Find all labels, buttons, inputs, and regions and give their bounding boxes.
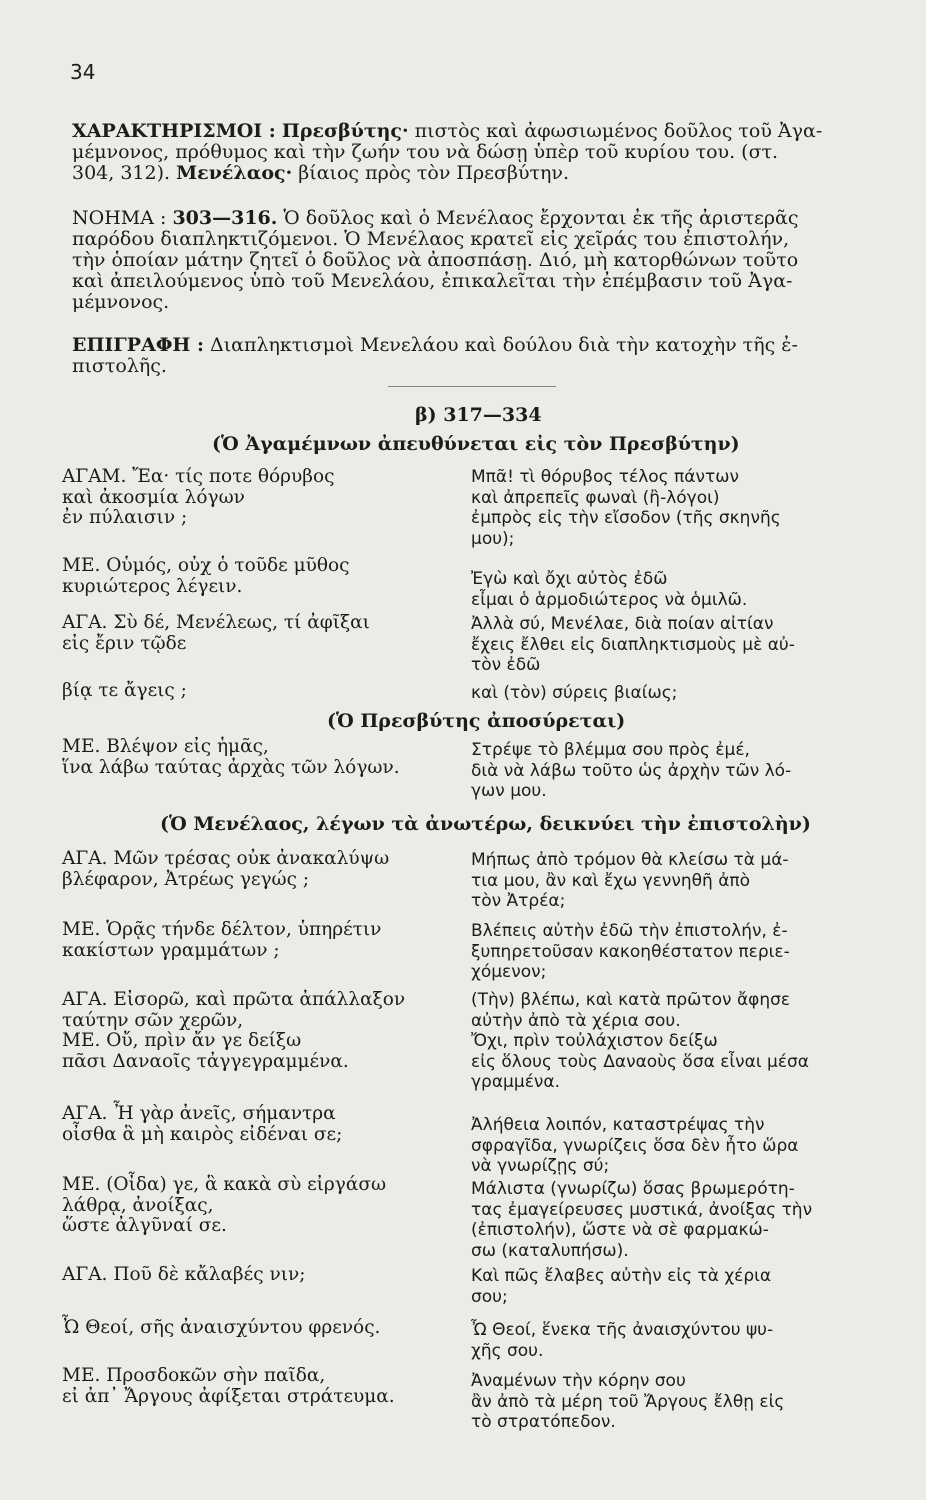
translation-line: καὶ ἀπρεπεῖς φωναὶ (ἢ-λόγοι) (471, 487, 720, 508)
verse-line: κυριώτερος λέγειν. (62, 575, 243, 597)
meaning-line: τὴν ὁποίαν μάτην ζητεῖ ὁ δοῦλος νὰ ἀποσπάσῃ. Διό, μὴ κατορθώνων τοῦτο (72, 250, 799, 271)
verse-line: καὶ ἀκοσμία λόγων (62, 486, 245, 508)
verse-line: Ὦ Θεοί, σῆς ἀναισχύντου φρενός. (62, 1317, 381, 1338)
greek-verse-block (62, 737, 400, 778)
inscription-line: ΕΠΙΓΡΑΦΗ : Διαπληκτισμοὶ Μενελάου καὶ δούλου διὰ τὴν κατοχὴν τῆς ἐ- (72, 335, 798, 356)
translation-line: τὸ στρατόπεδον. (471, 1412, 616, 1432)
inscription-line: πιστολῆς. (72, 356, 167, 377)
translation-line: σφραγῖδα, γνωρίζεις ὅσα δὲν ἦτο ὥρα (471, 1135, 799, 1156)
translation-block (471, 569, 747, 610)
meaning-line: παρόδου διαπληκτιζόμενοι. Ὁ Μενέλαος κρατεῖ εἰς χεῖράς του ἐπιστολήν, (72, 229, 790, 250)
translation-line: ξυπηρετοῦσαν κακοηθέστατον περιε- (471, 941, 790, 962)
translation-line: Στρέψε τὸ βλέμμα σου πρὸς ἐμέ, (471, 740, 750, 760)
translation-line: Μάλιστα (γνωρίζω) ὅσας βρωμερότη- (471, 1179, 795, 1199)
characterization-line: 304, 312). Μενέλαος· βίαιος πρὸς τὸν Πρεσβύτην. (72, 163, 569, 184)
verse-line: ΜΕ. Οὔ, πρὶν ἄν γε δείξω (62, 1030, 302, 1051)
translation-line: χῆς σου. (471, 1340, 544, 1361)
verse-line: οἶσθα ἃ μὴ καιρὸς εἰδέναι σε; (62, 1123, 343, 1145)
translation-line: αὐτὴν ἀπὸ τὰ χέρια σου. (471, 1010, 681, 1031)
verse-line: λάθρᾳ, ἀνοίξας, (62, 1194, 214, 1216)
verse-line: εἰς ἔριν τῷδε (62, 632, 187, 654)
section-divider (388, 386, 556, 387)
characterization-line: ΧΑΡΑΚΤΗΡΙΣΜΟΙ : Πρεσβύτης· πιστὸς καὶ ἀφωσιωμένος δοῦλος τοῦ Ἀγα- (72, 121, 823, 142)
meaning-paragraph (72, 208, 914, 313)
verse-line: εἰ ἀπ᾿ Ἄργους ἀφίξεται στράτευμα. (62, 1385, 395, 1407)
translation-line: Ἀλλὰ σύ, Μενέλαε, διὰ ποίαν αἰτίαν (471, 614, 774, 634)
verse-line: ΜΕ. Ὁρᾷς τήνδε δέλτον, ὑπηρέτιν (62, 919, 382, 940)
verse-line: ΑΓΑ. Εἰσορῶ, καὶ πρῶτα ἀπάλλαξον (62, 989, 406, 1010)
translation-block (471, 683, 677, 704)
greek-verse-block (62, 613, 370, 654)
translation-block (471, 740, 791, 802)
greek-verse-block (62, 990, 405, 1072)
greek-verse-block (62, 920, 381, 961)
translation-line: Καὶ πῶς ἔλαβες αὐτὴν εἰς τὰ χέρια (471, 1266, 772, 1286)
translation-line: χόμενον; (471, 962, 547, 982)
page-number: 34 (70, 60, 96, 84)
characterization-line: μέμνονος, πρόθυμος καὶ τὴν ζωήν του νὰ δώσῃ ὑπὲρ τοῦ κυρίου του. (στ. (72, 142, 779, 163)
translation-line: γραμμένα. (471, 1072, 560, 1092)
translation-block (471, 467, 781, 549)
translation-line: Βλέπεις αὐτὴν ἐδῶ τὴν ἐπιστολήν, ἐ- (471, 921, 788, 941)
translation-line: ἐμπρὸς εἰς τὴν εἴσοδον (τῆς σκηνῆς (471, 508, 781, 528)
greek-verse-block (62, 1175, 386, 1237)
verse-line: ΜΕ. Βλέψον εἰς ἡμᾶς, (62, 736, 269, 757)
verse-line: ΜΕ. Προσδοκῶν σὴν παῖδα, (62, 1365, 326, 1386)
verse-line: ΜΕ. Οὑμός, οὐχ ὁ τοῦδε μῦθος (62, 555, 350, 576)
meaning-line: ΝΟΗΜΑ : 303—316. Ὁ δοῦλος καὶ ὁ Μενέλαος ἔρχονται ἐκ τῆς ἀριστερᾶς (72, 208, 799, 229)
meaning-line: μέμνονος. (72, 292, 170, 313)
translation-line: νὰ γνωρίζῃς σύ; (471, 1156, 610, 1176)
greek-verse-block (62, 1318, 380, 1339)
stage-direction: (Ὁ Πρεσβύτης ἀποσύρεται) (327, 710, 626, 732)
translation-line: εἶμαι ὁ ἁρμοδιώτερος νὰ ὁμιλῶ. (471, 589, 748, 610)
translation-line: καὶ (τὸν) σύρεις βιαίως; (471, 683, 678, 703)
greek-verse-block (62, 1265, 305, 1286)
translation-line: γων μου. (471, 781, 547, 801)
greek-verse-block (62, 849, 389, 890)
translation-line: (ἐπιστολήν), ὥστε νὰ σὲ φαρμακώ- (471, 1220, 769, 1240)
greek-verse-block (62, 681, 187, 702)
characterization-paragraph (72, 121, 914, 184)
translation-block (471, 1266, 771, 1307)
translation-line: τὸν ἐδῶ (471, 655, 541, 675)
inscription-paragraph (72, 335, 914, 377)
translation-line: διὰ νὰ λάβω τοῦτο ὡς ἀρχὴν τῶν λό- (471, 760, 792, 781)
translation-line: (Τὴν) βλέπω, καὶ κατὰ πρῶτον ἄφησε (471, 990, 791, 1010)
translation-line: Ἐγὼ καὶ ὄχι αὐτὸς ἐδῶ (471, 569, 668, 589)
verse-line: πᾶσι Δαναοῖς τἀγγεγραμμένα. (62, 1050, 349, 1072)
translation-line: τια μου, ἂν καὶ ἔχω γεννηθῆ ἀπὸ (471, 870, 751, 891)
translation-block (471, 1179, 812, 1261)
translation-line: ἔχεις ἔλθει εἰς διαπληκτισμοὺς μὲ αὐ- (471, 634, 795, 655)
translation-line: Μήπως ἀπὸ τρόμον θὰ κλείσω τὰ μά- (471, 850, 789, 870)
translation-line: τὸν Ἀτρέα; (471, 891, 566, 911)
stage-direction: (Ὁ Ἀγαμέμνων ἀπευθύνεται εἰς τὸν Πρεσβύτην) (212, 433, 740, 455)
translation-block (471, 1115, 798, 1177)
section-heading: β) 317—334 (415, 404, 542, 426)
verse-line: ὥστε ἀλγῦναί σε. (62, 1215, 227, 1236)
verse-line: κακίστων γραμμάτων ; (62, 939, 280, 961)
translation-line: Ὄχι, πρὶν τοὐλάχιστον δείξω (471, 1031, 718, 1051)
translation-block (471, 990, 809, 1093)
verse-line: ΑΓΑ. Σὺ δέ, Μενέλεως, τί ἀφῖξαι (62, 612, 370, 633)
greek-verse-block (62, 467, 335, 529)
translation-line: ἂν ἀπὸ τὰ μέρη τοῦ Ἄργους ἔλθῃ εἰς (471, 1391, 785, 1412)
verse-line: ΜΕ. (Οἶδα) γε, ἃ κακὰ σὺ εἰργάσω (62, 1174, 387, 1195)
stage-direction: (Ὁ Μενέλαος, λέγων τὰ ἀνωτέρω, δεικνύει τὴν ἐπιστολὴν) (160, 813, 811, 835)
verse-line: ταύτην σῶν χερῶν, (62, 1009, 244, 1031)
meaning-line: καὶ ἀπειλούμενος ὑπὸ τοῦ Μενελάου, ἐπικαλεῖται τὴν ἐπέμβασιν τοῦ Ἀγα- (72, 271, 793, 292)
translation-block (471, 614, 795, 676)
translation-line: εἰς ὅλους τοὺς Δαναοὺς ὅσα εἶναι μέσα (471, 1051, 809, 1072)
verse-line: ΑΓΑΜ. Ἔα· τίς ποτε θόρυβος (62, 466, 335, 487)
verse-line: βλέφαρον, Ἀτρέως γεγώς ; (62, 868, 310, 890)
translation-line: μου); (471, 528, 515, 549)
translation-line: τας ἐμαγείρευσες μυστικά, ἀνοίξας τὴν (471, 1199, 813, 1220)
meaning-label: ΝΟΗΜΑ : (72, 208, 167, 229)
verse-line: ΑΓΑ. Ἦ γὰρ ἀνεῖς, σήμαντρα (62, 1103, 336, 1124)
translation-block (471, 1371, 784, 1433)
translation-line: σου; (471, 1286, 508, 1307)
verse-line: ΑΓΑ. Μῶν τρέσας οὐκ ἀνακαλύψω (62, 848, 390, 869)
translation-block (471, 850, 789, 912)
inscription-label: ΕΠΙΓΡΑΦΗ : (72, 335, 204, 356)
verse-line: ἐν πύλαισιν ; (62, 507, 188, 528)
verse-line: ἵνα λάβω ταύτας ἀρχὰς τῶν λόγων. (62, 756, 400, 778)
translation-block (471, 921, 790, 983)
translation-line: σω (καταλυπήσω). (471, 1240, 629, 1261)
greek-verse-block (62, 1366, 395, 1407)
translation-block (471, 1320, 773, 1361)
meaning-range: 303—316. (172, 208, 278, 229)
greek-verse-block (62, 556, 350, 597)
translation-line: Ὦ Θεοί, ἕνεκα τῆς ἀναισχύντου ψυ- (471, 1320, 774, 1340)
verse-line: βίᾳ τε ἄγεις ; (62, 680, 187, 701)
translation-line: Μπᾶ! τὶ θόρυβος τέλος πάντων (471, 467, 739, 487)
verse-line: ΑΓΑ. Ποῦ δὲ κἄλαβές νιν; (62, 1264, 306, 1285)
translation-line: Ἀναμένων τὴν κόρην σου (471, 1371, 686, 1391)
greek-verse-block (62, 1104, 342, 1145)
translation-line: Ἀλήθεια λοιπόν, καταστρέψας τὴν (471, 1115, 765, 1135)
characterization-label: ΧΑΡΑΚΤΗΡΙΣΜΟΙ : (72, 121, 276, 142)
